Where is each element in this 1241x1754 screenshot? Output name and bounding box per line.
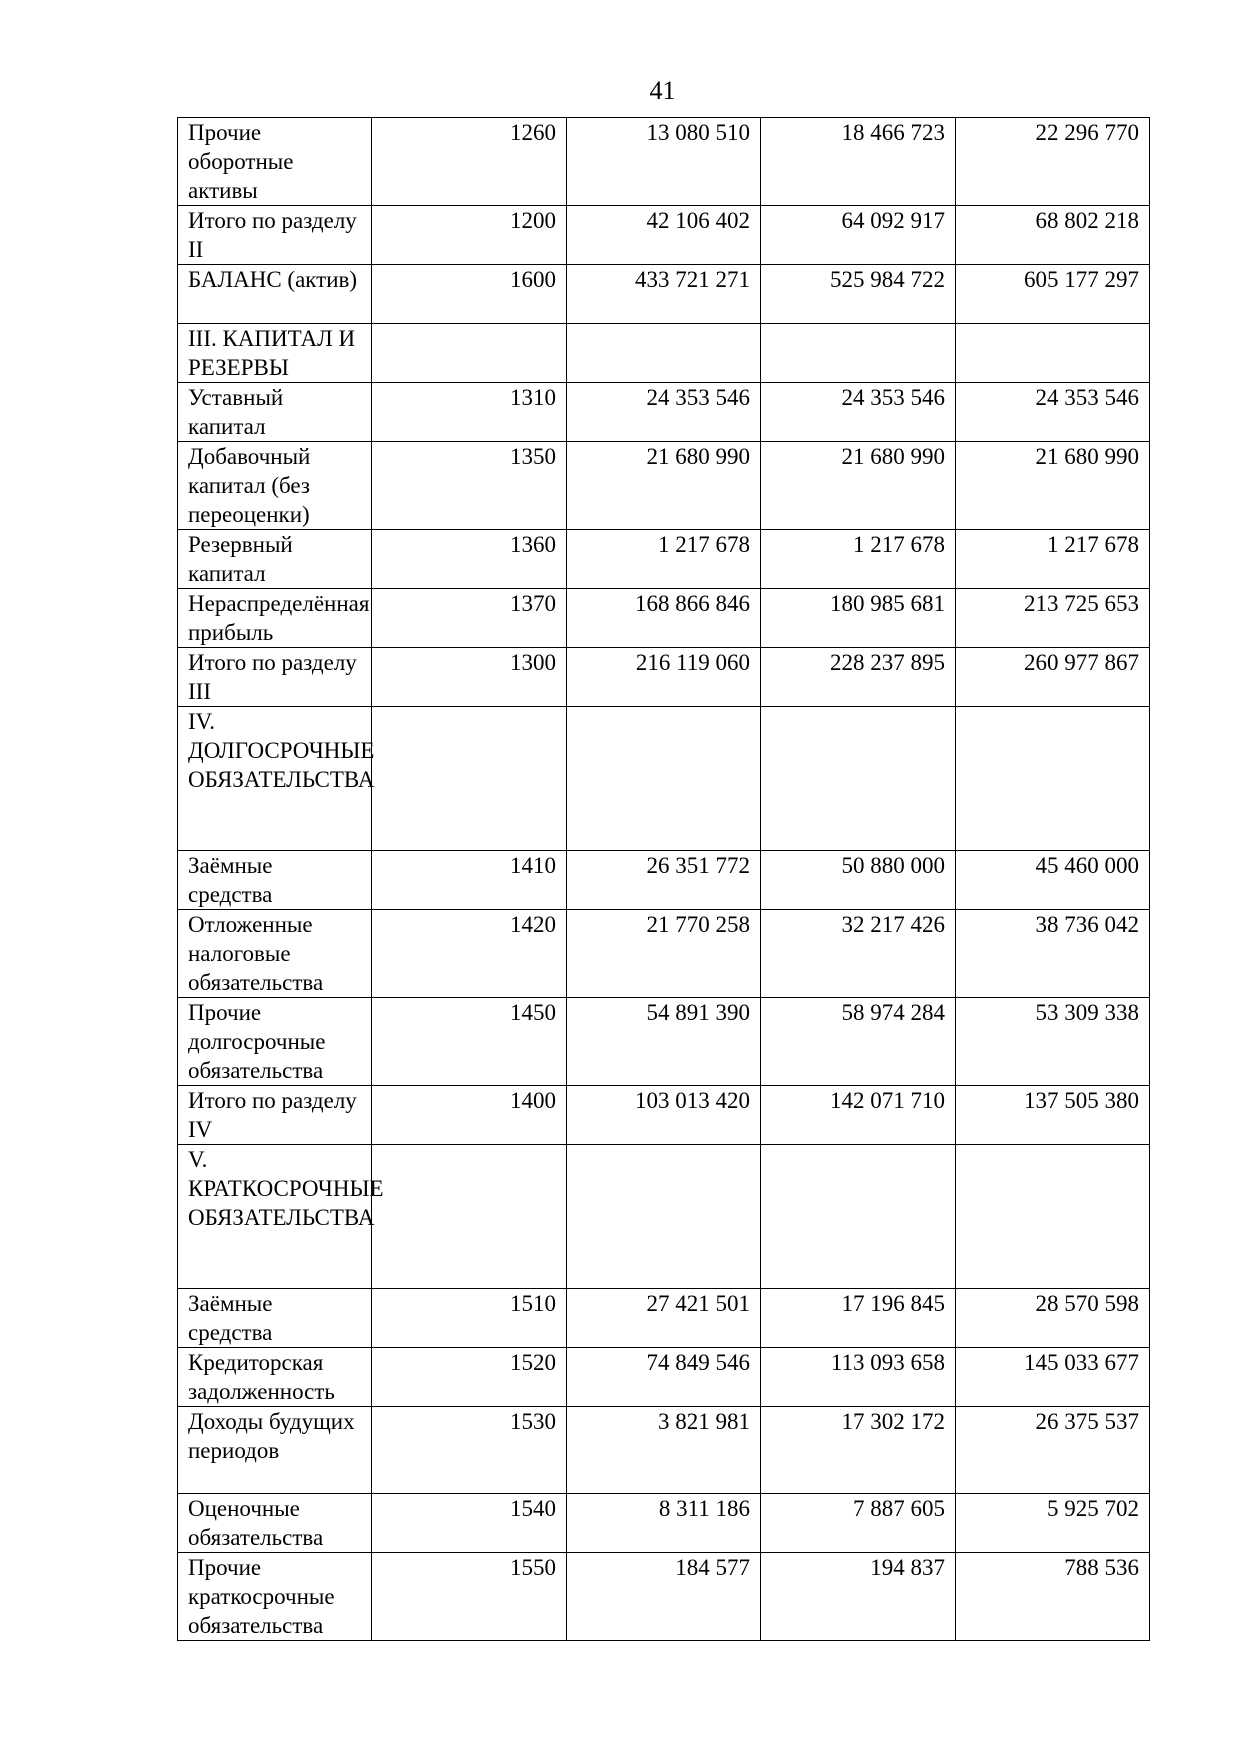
row-code: 1410	[372, 851, 567, 910]
row-value-2: 525 984 722	[761, 265, 956, 324]
row-code	[372, 324, 567, 383]
table-row	[178, 530, 1150, 589]
row-label: Резервный капитал	[178, 530, 372, 589]
row-value-1: 168 866 846	[567, 589, 761, 648]
page-number: 41	[649, 76, 676, 105]
row-code: 1350	[372, 442, 567, 530]
row-value-3: 45 460 000	[956, 851, 1150, 910]
row-value-1: 13 080 510	[567, 118, 761, 206]
row-code: 1360	[372, 530, 567, 589]
row-value-3: 213 725 653	[956, 589, 1150, 648]
table-row	[178, 998, 1150, 1086]
row-value-3: 24 353 546	[956, 383, 1150, 442]
row-value-3: 53 309 338	[956, 998, 1150, 1086]
row-value-2: 180 985 681	[761, 589, 956, 648]
row-value-2: 17 302 172	[761, 1407, 956, 1494]
row-value-1: 216 119 060	[567, 648, 761, 707]
row-label: БАЛАНС (актив)	[178, 265, 372, 324]
table-row	[178, 1289, 1150, 1348]
row-value-2: 24 353 546	[761, 383, 956, 442]
row-value-3	[956, 1145, 1150, 1289]
row-value-1: 8 311 186	[567, 1494, 761, 1553]
row-code: 1530	[372, 1407, 567, 1494]
table-row	[178, 1086, 1150, 1145]
row-value-3: 21 680 990	[956, 442, 1150, 530]
row-value-3	[956, 707, 1150, 851]
row-value-2	[761, 1145, 956, 1289]
row-value-2	[761, 707, 956, 851]
row-value-1: 54 891 390	[567, 998, 761, 1086]
row-value-1: 24 353 546	[567, 383, 761, 442]
row-value-3: 1 217 678	[956, 530, 1150, 589]
row-value-2: 113 093 658	[761, 1348, 956, 1407]
row-label: Доходы будущих периодов	[178, 1407, 372, 1494]
row-code: 1200	[372, 206, 567, 265]
row-code: 1520	[372, 1348, 567, 1407]
balance-sheet-table	[177, 117, 1150, 1641]
row-value-3: 68 802 218	[956, 206, 1150, 265]
row-value-1	[567, 1145, 761, 1289]
row-value-1: 42 106 402	[567, 206, 761, 265]
row-code: 1540	[372, 1494, 567, 1553]
row-value-2: 21 680 990	[761, 442, 956, 530]
table-row	[178, 1348, 1150, 1407]
table-row	[178, 265, 1150, 324]
row-value-1	[567, 324, 761, 383]
row-value-2: 17 196 845	[761, 1289, 956, 1348]
row-label: Прочие долгосрочные обязательства	[178, 998, 372, 1086]
row-value-3: 145 033 677	[956, 1348, 1150, 1407]
table-row	[178, 206, 1150, 265]
row-code	[372, 707, 567, 851]
row-label: Итого по разделу II	[178, 206, 372, 265]
row-code: 1310	[372, 383, 567, 442]
row-value-2: 7 887 605	[761, 1494, 956, 1553]
row-label: Кредиторская задолженность	[178, 1348, 372, 1407]
row-value-2: 18 466 723	[761, 118, 956, 206]
row-value-2	[761, 324, 956, 383]
row-value-2: 194 837	[761, 1553, 956, 1641]
table-row	[178, 1553, 1150, 1641]
section-header-row	[178, 1145, 1150, 1289]
row-value-3: 22 296 770	[956, 118, 1150, 206]
row-value-3: 26 375 537	[956, 1407, 1150, 1494]
row-value-1: 27 421 501	[567, 1289, 761, 1348]
row-code: 1260	[372, 118, 567, 206]
row-code: 1510	[372, 1289, 567, 1348]
row-label: Прочие краткосрочные обязательства	[178, 1553, 372, 1641]
row-value-3: 788 536	[956, 1553, 1150, 1641]
row-value-1: 74 849 546	[567, 1348, 761, 1407]
row-value-3: 260 977 867	[956, 648, 1150, 707]
row-code: 1300	[372, 648, 567, 707]
row-value-1	[567, 707, 761, 851]
row-label: Итого по разделу III	[178, 648, 372, 707]
row-code: 1550	[372, 1553, 567, 1641]
row-label: Заёмные средства	[178, 851, 372, 910]
section-title: III. КАПИТАЛ И РЕЗЕРВЫ	[178, 324, 372, 383]
table-row	[178, 442, 1150, 530]
section-header-row	[178, 707, 1150, 851]
row-value-2: 32 217 426	[761, 910, 956, 998]
row-code: 1600	[372, 265, 567, 324]
row-label: Заёмные средства	[178, 1289, 372, 1348]
row-value-1: 3 821 981	[567, 1407, 761, 1494]
row-code: 1370	[372, 589, 567, 648]
table-row	[178, 589, 1150, 648]
row-value-3: 5 925 702	[956, 1494, 1150, 1553]
table-row	[178, 648, 1150, 707]
row-value-1: 103 013 420	[567, 1086, 761, 1145]
table-row	[178, 383, 1150, 442]
row-label: Нераспределённая прибыль	[178, 589, 372, 648]
row-value-2: 58 974 284	[761, 998, 956, 1086]
row-value-2: 142 071 710	[761, 1086, 956, 1145]
row-value-1: 26 351 772	[567, 851, 761, 910]
row-value-1: 21 770 258	[567, 910, 761, 998]
row-value-2: 64 092 917	[761, 206, 956, 265]
row-label: Оценочные обязательства	[178, 1494, 372, 1553]
row-value-3: 605 177 297	[956, 265, 1150, 324]
row-value-2: 50 880 000	[761, 851, 956, 910]
row-code: 1400	[372, 1086, 567, 1145]
table-row	[178, 118, 1150, 206]
row-value-3: 38 736 042	[956, 910, 1150, 998]
section-title: V. КРАТКОСРОЧНЫЕ ОБЯЗАТЕЛЬСТВА	[178, 1145, 372, 1289]
row-value-3: 28 570 598	[956, 1289, 1150, 1348]
row-label: Уставный капитал	[178, 383, 372, 442]
table-row	[178, 1494, 1150, 1553]
row-value-1: 433 721 271	[567, 265, 761, 324]
section-header-row	[178, 324, 1150, 383]
row-code	[372, 1145, 567, 1289]
row-label: Прочие оборотные активы	[178, 118, 372, 206]
row-value-1: 184 577	[567, 1553, 761, 1641]
section-title: IV. ДОЛГОСРОЧНЫЕ ОБЯЗАТЕЛЬСТВА	[178, 707, 372, 851]
row-code: 1450	[372, 998, 567, 1086]
table-row	[178, 910, 1150, 998]
row-code: 1420	[372, 910, 567, 998]
row-value-1: 21 680 990	[567, 442, 761, 530]
table-row	[178, 1407, 1150, 1494]
row-value-3	[956, 324, 1150, 383]
row-value-2: 228 237 895	[761, 648, 956, 707]
row-value-3: 137 505 380	[956, 1086, 1150, 1145]
row-value-2: 1 217 678	[761, 530, 956, 589]
row-label: Итого по разделу IV	[178, 1086, 372, 1145]
row-label: Добавочный капитал (без переоценки)	[178, 442, 372, 530]
row-label: Отложенные налоговые обязательства	[178, 910, 372, 998]
table-row	[178, 851, 1150, 910]
row-value-1: 1 217 678	[567, 530, 761, 589]
